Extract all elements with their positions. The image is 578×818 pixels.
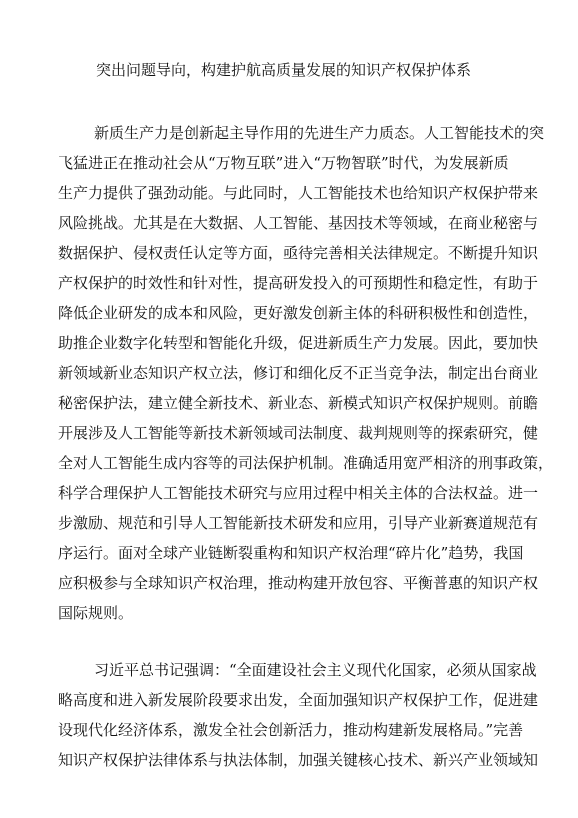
paragraph-xi-quote (58, 655, 539, 775)
paragraph-line: 步激励、规范和引导人工智能新技术研发和应用，引导产业新赛道规范有 (58, 514, 539, 532)
paragraph-line: 全对人工智能生成内容等的司法保护机制。准确适用宽严相济的刑事政策， (58, 454, 554, 472)
paragraph-line: 生产力提供了强劲动能。与此同时，人工智能技术也给知识产权保护带来 (58, 184, 539, 202)
paragraph-line: 新质生产力是创新起主导作用的先进生产力质态。人工智能技术的突 (94, 124, 545, 142)
paragraph-line: 新领域新业态知识产权立法，修订和细化反不正当竞争法，制定出台商业 (58, 364, 539, 382)
paragraph-line: 风险挑战。尤其是在大数据、人工智能、基因技术等领域，在商业秘密与 (58, 214, 539, 232)
paragraph-line: 秘密保护法，建立健全新技术、新业态、新模式知识产权保护规则。前瞻 (58, 394, 539, 412)
paragraph-line: 序运行。面对全球产业链断裂重构和知识产权治理“碎片化”趋势，我国 (58, 544, 524, 562)
section-heading: 突出问题导向，构建护航高质量发展的知识产权保护体系 (96, 61, 472, 79)
paragraph-line: 设现代化经济体系，激发全社会创新活力，推动构建新发展格局。”完善 (58, 721, 524, 739)
paragraph-line: 科学合理保护人工智能技术研究与应用过程中相关主体的合法权益。进一 (58, 484, 539, 502)
paragraph-line: 产权保护的时效性和针对性，提高研发投入的可预期性和稳定性，有助于 (58, 274, 539, 292)
paragraph-line: 数据保护、侵权责任认定等方面，亟待完善相关法律规定。不断提升知识 (58, 244, 539, 262)
paragraph-line: 飞猛进正在推动社会从“万物互联”进入“万物智联”时代，为发展新质 (58, 154, 509, 172)
paragraph-line: 降低企业研发的成本和风险，更好激发创新主体的科研积极性和创造性， (58, 304, 539, 322)
paragraph-line: 助推企业数字化转型和智能化升级，促进新质生产力发展。因此，要加快 (58, 334, 539, 352)
paragraph-line: 国际规则。 (58, 604, 134, 622)
paragraph-new-productivity (58, 118, 554, 628)
paragraph-line: 应积极参与全球知识产权治理，推动构建开放包容、平衡普惠的知识产权 (58, 574, 539, 592)
paragraph-line: 略高度和进入新发展阶段要求出发，全面加强知识产权保护工作，促进建 (58, 691, 539, 709)
paragraph-line: 开展涉及人工智能等新技术新领域司法制度、裁判规则等的探索研究，健 (58, 424, 539, 442)
paragraph-line: 习近平总书记强调：“全面建设社会主义现代化国家，必须从国家战 (94, 661, 537, 679)
paragraph-line: 知识产权保护法律体系与执法体制，加强关键核心技术、新兴产业领域知 (58, 751, 539, 769)
